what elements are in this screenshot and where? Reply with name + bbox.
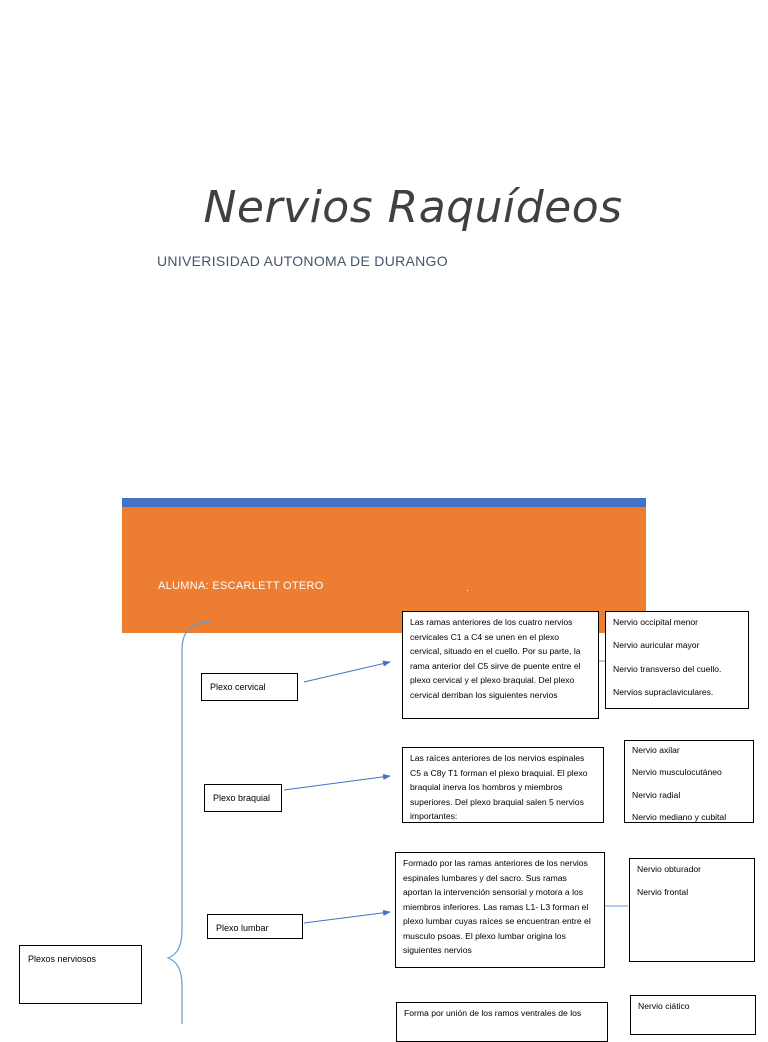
plexo-sacro-nerves	[630, 995, 756, 1035]
nerve-item: Nervio musculocutáneo	[632, 767, 722, 778]
plexo-lumbar-box	[207, 914, 303, 939]
plexo-cervical-nerves	[605, 611, 749, 709]
plexo-cervical-label: Plexo cervical	[210, 682, 266, 692]
plexo-lumbar-label: Plexo lumbar	[216, 923, 269, 933]
nerve-item: Nervio obturador	[637, 864, 702, 874]
arrow-lumbar	[304, 912, 390, 923]
plexo-braquial-label: Plexo braquial	[213, 793, 271, 803]
arrow-braquial	[284, 776, 390, 790]
nerve-item: Nervios supraclaviculares.	[613, 686, 714, 697]
plexo-lumbar-nerves	[629, 858, 755, 962]
student-name: ALUMNA: ESCARLETT OTERO	[158, 580, 324, 592]
plexo-braquial-box	[204, 784, 282, 812]
nerve-item: Nervio occipital menor	[613, 617, 699, 627]
plexo-cervical-description: Las ramas anteriores de los cuatro nervios cervicales C1 a C4 se unen en el plexo cervical, situado en el cuello. Por su parte, la rama anterior del C5 sirve de puente entre el plexo cervical y el plexo braquial. Del plexo cervical derriban los siguientes nervios	[402, 611, 599, 719]
document-title: Nervios Raquídeos	[203, 182, 623, 233]
university-name: UNIVERISIDAD AUTONOMA DE DURANGO	[157, 253, 448, 269]
nerve-item: Nervio mediano y cubital	[632, 811, 727, 822]
nerve-item: Nervio ciático	[638, 1001, 690, 1011]
nerve-item: Nervio frontal	[637, 887, 689, 898]
plexo-sacro-description: Forma por unión de los ramos ventrales de los	[396, 1002, 608, 1042]
plexo-cervical-box	[201, 673, 298, 701]
root-box	[19, 945, 142, 1004]
arrow-cervical	[304, 662, 390, 682]
nerve-item: Nervio auricular mayor	[613, 640, 700, 651]
plexo-lumbar-description: Formado por las ramas anteriores de los nervios espinales lumbares y del sacro. Sus ramas aportan la intervención sensorial y motora a los miembros inferiores. Las ramas L1- L3 forman el plexo lumbar cuyas raíces se encuentran entre el musculo psoas. El plexo lumbar origina los siguientes nervios	[395, 852, 605, 968]
root-label: Plexos nerviosos	[28, 954, 97, 964]
nerve-item: Nervio axilar	[632, 745, 680, 755]
plexo-braquial-description: Las raíces anteriores de los nervios espinales C5 a C8y T1 forman el plexo braquial. El plexo braquial inerva los hombros y miembros superiores. Del plexo braquial salen 5 nervios importantes:	[402, 747, 604, 823]
plexo-braquial-nerves	[624, 740, 754, 823]
nerve-item: Nervio transverso del cuello.	[613, 663, 722, 674]
nerve-item: Nervio radial	[632, 789, 681, 800]
